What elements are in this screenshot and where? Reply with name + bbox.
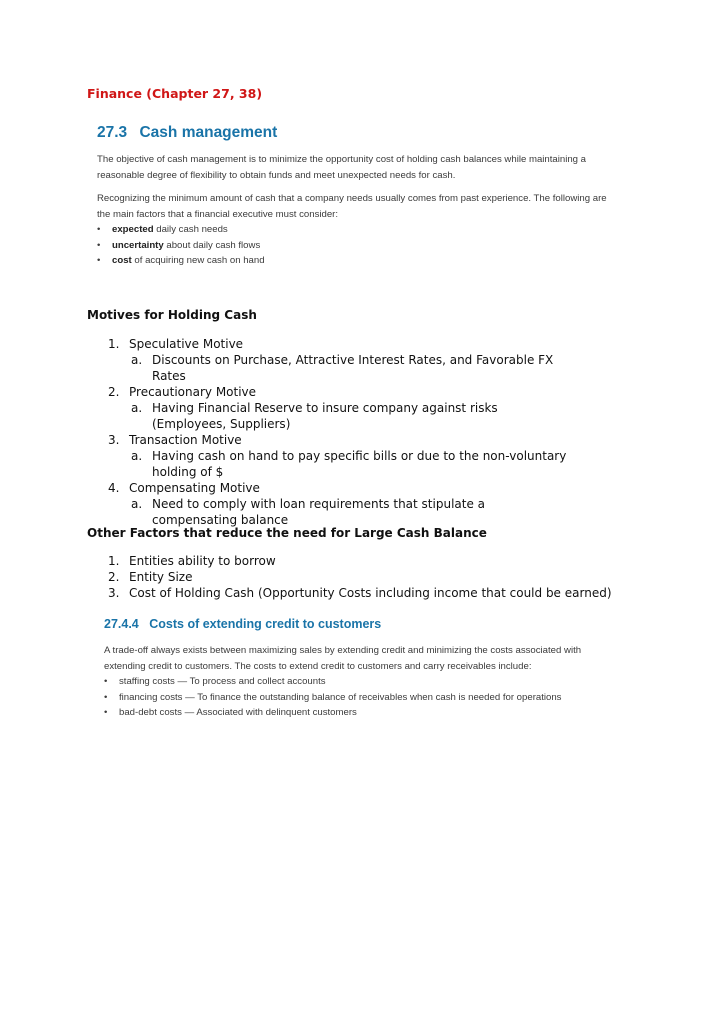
list-label: Compensating Motive	[129, 481, 260, 495]
list-item	[108, 480, 572, 496]
other-factors-list	[108, 553, 612, 601]
list-label: Cost of Holding Cash (Opportunity Costs including income that could be earned)	[129, 586, 612, 600]
sub-list-letter: a.	[131, 449, 143, 463]
excerpt-bullet	[104, 674, 618, 690]
bullet-keyword: cost	[112, 255, 132, 266]
sub-list-item	[108, 448, 572, 480]
section-number: 27.3	[97, 124, 128, 141]
list-number: 2.	[108, 385, 120, 399]
motives-list	[108, 336, 572, 528]
bullet-text: daily cash needs	[153, 224, 228, 235]
document-title: Finance (Chapter 27, 38)	[87, 86, 263, 101]
bullet-keyword: expected	[112, 224, 154, 235]
bullet-icon: •	[97, 239, 101, 251]
bullet-text: staffing costs — To process and collect accounts	[119, 676, 326, 687]
section-title: Cash management	[139, 124, 278, 141]
list-item	[108, 336, 572, 352]
excerpt-bullet	[97, 238, 613, 254]
sub-list-text: Need to comply with loan requirements that stipulate a compensating balance	[152, 497, 486, 527]
bullet-icon: •	[104, 691, 108, 703]
excerpt-paragraph: The objective of cash management is to minimize the opportunity cost of holding cash balances while maintaining a reasonable degree of flexibility to obtain funds and meet unexpected needs for cash.	[97, 154, 587, 181]
list-label: Entities ability to borrow	[129, 554, 276, 568]
excerpt-bullet	[104, 690, 618, 706]
other-factors-heading: Other Factors that reduce the need for Large Cash Balance	[87, 526, 487, 540]
list-number: 3.	[108, 433, 120, 447]
excerpt-paragraph: Recognizing the minimum amount of cash that a company needs usually comes from past experience. The following are the main factors that a financial executive must consider:	[97, 193, 607, 220]
excerpt-bullet	[97, 222, 613, 238]
list-number: 3.	[108, 586, 120, 600]
sub-list-item	[108, 496, 572, 528]
section-title: Costs of extending credit to customers	[149, 617, 382, 631]
sub-list-text: Having cash on hand to pay specific bills or due to the non-voluntary holding of $	[152, 449, 567, 479]
list-label: Transaction Motive	[129, 433, 242, 447]
excerpt-cash-management	[97, 124, 613, 269]
sub-list-item	[108, 352, 572, 384]
list-number: 1.	[108, 337, 120, 351]
bullet-text: financing costs — To finance the outstanding balance of receivables when cash is needed for operations	[119, 691, 562, 703]
list-item	[108, 432, 572, 448]
excerpt-bullet	[104, 705, 618, 721]
excerpt-heading	[97, 124, 613, 142]
list-number: 2.	[108, 570, 120, 584]
bullet-icon: •	[104, 676, 108, 687]
bullet-icon: •	[97, 224, 101, 235]
list-label: Precautionary Motive	[129, 385, 257, 399]
sub-list-letter: a.	[131, 353, 143, 367]
bullet-text: of acquiring new cash on hand	[131, 255, 265, 266]
list-label: Speculative Motive	[129, 337, 244, 351]
list-number: 1.	[108, 554, 120, 568]
section-number: 27.4.4	[104, 617, 139, 631]
excerpt-paragraph: A trade-off always exists between maximizing sales by extending credit and minimizing the costs associated with extending credit to customers. The costs to extend credit to customers and carry receivables include:	[104, 645, 582, 672]
list-item	[108, 384, 572, 400]
sub-list-letter: a.	[131, 497, 143, 511]
excerpt-bullet	[97, 253, 613, 269]
sub-list-item	[108, 400, 572, 432]
excerpt-credit-costs	[104, 617, 618, 721]
list-item	[108, 553, 612, 569]
sub-list-text: Discounts on Purchase, Attractive Interest Rates, and Favorable FX Rates	[152, 353, 554, 383]
list-item	[108, 585, 612, 601]
bullet-icon: •	[104, 707, 108, 718]
list-item	[108, 569, 612, 585]
bullet-text: bad-debt costs — Associated with delinquent customers	[119, 707, 357, 718]
list-number: 4.	[108, 481, 120, 495]
bullet-keyword: uncertainty	[112, 239, 164, 251]
list-label: Entity Size	[129, 570, 193, 584]
sub-list-text: Having Financial Reserve to insure company against risks (Employees, Suppliers)	[152, 401, 498, 431]
bullet-icon: •	[97, 255, 101, 266]
sub-list-letter: a.	[131, 401, 143, 415]
excerpt-heading	[104, 617, 618, 631]
motives-heading: Motives for Holding Cash	[87, 308, 257, 322]
bullet-text: about daily cash flows	[163, 239, 261, 251]
